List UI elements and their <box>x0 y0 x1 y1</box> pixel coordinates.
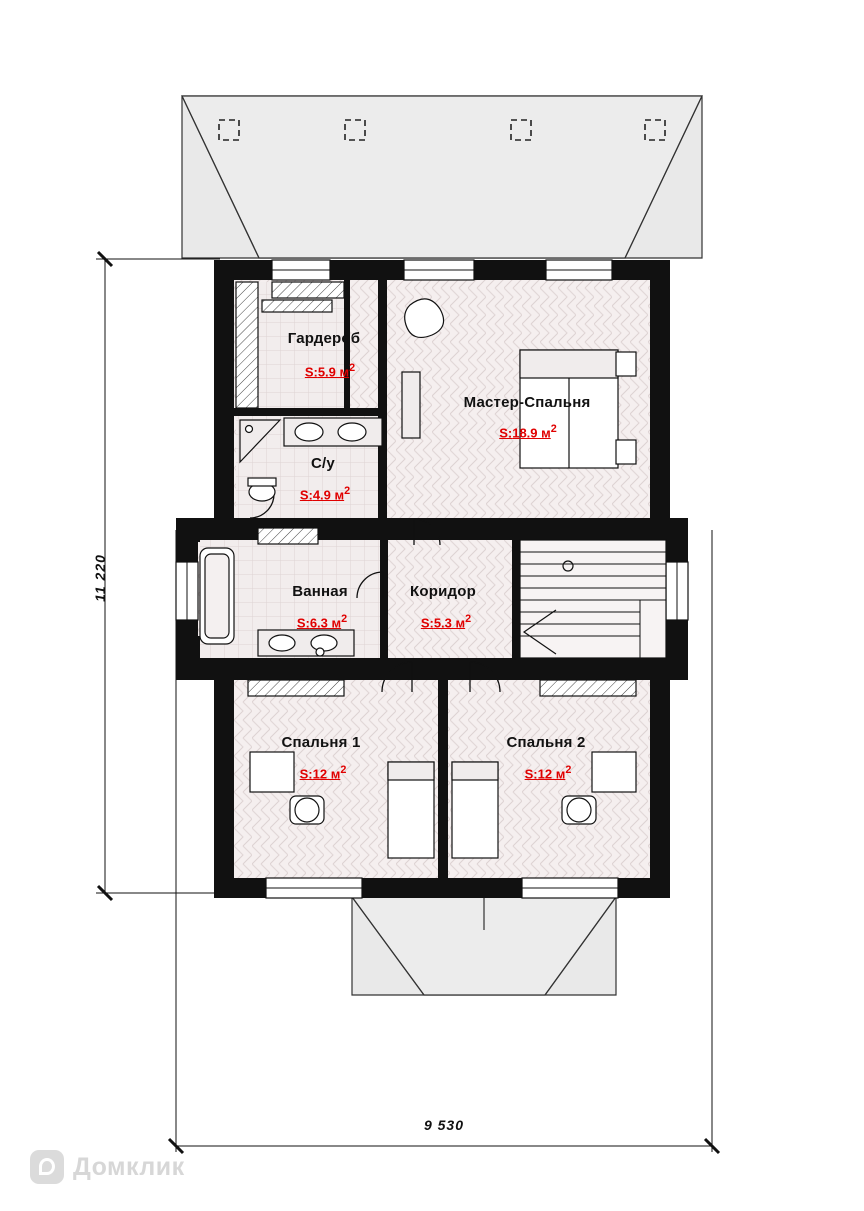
area-value: 18.9 м <box>512 425 551 441</box>
area-prefix: S: <box>299 487 313 503</box>
area-prefix: S: <box>524 766 538 782</box>
room-name-wardrobe: Гардероб <box>287 330 361 347</box>
roof-bottom <box>352 897 616 995</box>
dimension-width-label: 9 530 <box>423 1117 465 1133</box>
area-value: 5.9 м <box>317 364 350 380</box>
room-name-master-bedroom: Мастер-Спальня <box>463 394 591 411</box>
area-sup: 2 <box>550 423 557 435</box>
area-value: 12 м <box>312 766 341 782</box>
area-value: 12 м <box>537 766 566 782</box>
area-sup: 2 <box>349 362 356 374</box>
room-name-bathroom: Ванная <box>292 583 348 600</box>
area-sup: 2 <box>341 613 348 625</box>
dimension-height-label: 11 220 <box>92 554 108 602</box>
area-sup: 2 <box>465 613 472 625</box>
area-sup: 2 <box>340 764 347 776</box>
room-name-wc: С/у <box>311 455 335 472</box>
area-value: 5.3 м <box>433 615 466 631</box>
location-pin-icon <box>30 1150 64 1184</box>
watermark <box>30 1150 185 1184</box>
room-name-bedroom-1: Спальня 1 <box>281 734 361 751</box>
area-value: 6.3 м <box>309 615 342 631</box>
area-prefix: S: <box>296 615 310 631</box>
roof-top <box>182 96 702 258</box>
area-sup: 2 <box>565 764 572 776</box>
area-prefix: S: <box>304 364 318 380</box>
area-value: 4.9 м <box>312 487 345 503</box>
area-prefix: S: <box>299 766 313 782</box>
staircase <box>520 540 666 658</box>
area-prefix: S: <box>420 615 434 631</box>
room-name-bedroom-2: Спальня 2 <box>506 734 586 751</box>
area-sup: 2 <box>344 485 351 497</box>
watermark-text: Домклик <box>73 1152 185 1181</box>
room-name-corridor: Коридор <box>410 583 476 600</box>
area-prefix: S: <box>499 425 513 441</box>
